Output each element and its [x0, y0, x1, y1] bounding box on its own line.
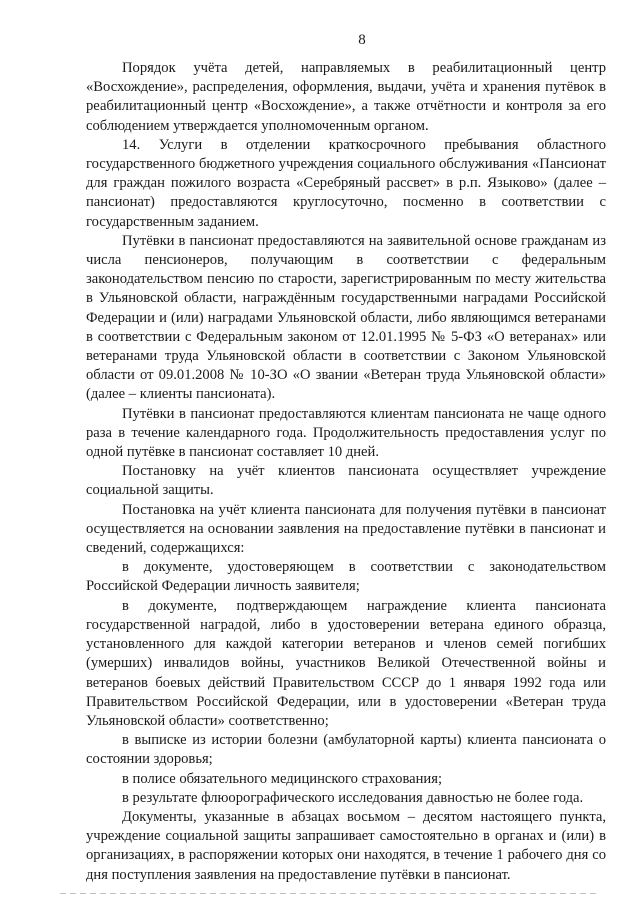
- list-item-insurance-policy: в полисе обязательного медицинского страхования;: [122, 770, 443, 787]
- paragraph-procedure: Порядок учёта детей, направляемых в реабилитационный центр «Восхождение», распределения, оформления, выдачи, учёта и хранения путёвок в реабилитационный центр «Восхождение», а также отчётности и контроля за его соблюдением утверждается уполномоченным органом.: [86, 60, 606, 134]
- list-item-medical-extract: в выписке из истории болезни (амбулаторной карты) клиента пансионата о состоянии здоровья;: [86, 732, 606, 768]
- paragraph-item-14: 14. Услуги в отделении краткосрочного пребывания областного государственного бюджетного учреждения социального обслуживания «Пансионат для граждан пожилого возраста «Серебряный рассвет» в р.п. Языково» (далее – пансионат) предоставляются круглосуточно, посменно в соответствии с государственным заданием.: [86, 136, 606, 230]
- list-item-award-document: в документе, подтверждающем награждение клиента пансионата государственной наградой, либо в удостоверении ветерана единого образца, установленного для каждой категории ветеранов и членов семей погибших (умерших) инвалидов войны, участников Великой Отечественной войны и ветеранов боевых действий Правительством СССР до 1 января 1992 года или Правительством Российской Федерации, или в удостоверении «Ветеран труда Ульяновской области» соответственно;: [86, 597, 606, 729]
- paragraph-frequency: Путёвки в пансионат предоставляются клиентам пансионата не чаще одного раза в течение календарного года. Продолжительность предоставления услуг по одной путёвке в пансионат составляет 10 дней.: [86, 405, 606, 461]
- list-item-identity-document: в документе, удостоверяющем в соответствии с законодательством Российской Федерации личность заявителя;: [86, 559, 606, 595]
- paragraph-eligibility: Путёвки в пансионат предоставляются на заявительной основе гражданам из числа пенсионеров, получающим в соответствии с федеральным законодательством пенсию по старости, зарегистрированным по месту жительства в Ульяновской области, награждённым государственными наградами Российской Федерации и (или) наградами Ульяновской области, либо являющимся ветеранами в соответствии с Федеральным законом от 12.01.1995 № 5-ФЗ «О ветеранах» или ветеранами труда Ульяновской области в соответствии с Законом Ульяновской области от 09.01.2008 № 10-ЗО «О звании «Ветеран труда Ульяновской области» (далее – клиенты пансионата).: [86, 232, 606, 403]
- paragraph-registration-basis: Постановка на учёт клиента пансионата для получения путёвки в пансионат осуществляется на основании заявления на предоставление путёвки в пансионат и сведений, содержащихся:: [86, 501, 606, 557]
- list-item-fluorography: в результате флюорографического исследования давностью не более года.: [122, 789, 584, 806]
- paragraph-documents-request: Документы, указанные в абзацах восьмом – десятом настоящего пункта, учреждение социальной защиты запрашивает самостоятельно в органах и (или) в организациях, в распоряжении которых они находятся, в течение 1 рабочего дня со дня поступления заявления на предоставление путёвки в пансионат.: [86, 808, 606, 883]
- scan-bottom-line: [60, 893, 600, 894]
- paragraph-registration-authority: Постановку на учёт клиентов пансионата осуществляет учреждение социальной защиты.: [86, 463, 606, 499]
- page-number: 8: [358, 32, 366, 48]
